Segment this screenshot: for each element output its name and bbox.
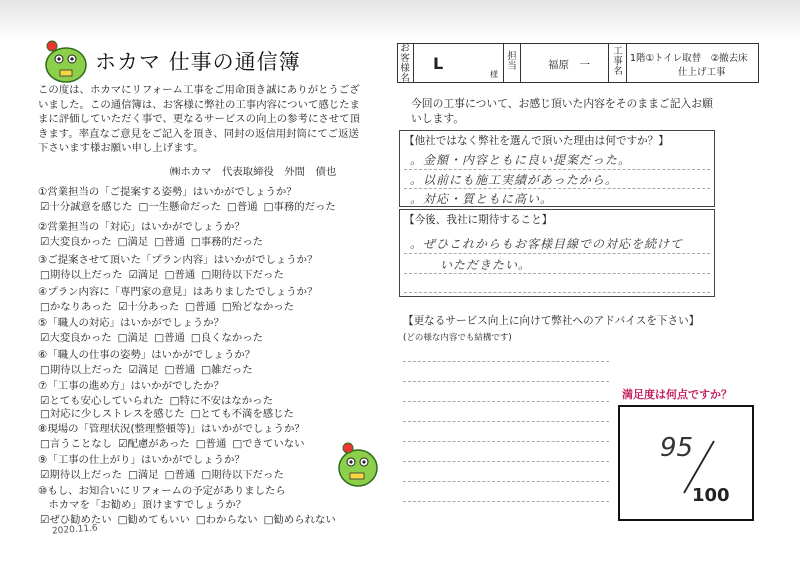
option[interactable]: ☑十分あった bbox=[118, 301, 180, 313]
work-label: 工事名 bbox=[613, 46, 623, 77]
option[interactable]: □普通 bbox=[185, 301, 216, 313]
answer-options-3 bbox=[40, 266, 290, 281]
option[interactable]: □期待以上だった bbox=[40, 364, 123, 376]
option[interactable]: □一生懸命だった bbox=[138, 201, 222, 213]
customer-label: お客様名 bbox=[400, 43, 410, 84]
customer-name[interactable]: L bbox=[433, 54, 444, 73]
option[interactable]: □満足 bbox=[128, 469, 159, 481]
score-value[interactable]: 95 bbox=[660, 433, 694, 463]
question-10-cont: ホカマを「お勧め」頂けますでしょうか？ bbox=[38, 499, 247, 511]
answer-options-9 bbox=[40, 466, 290, 481]
rep-name[interactable]: 福原 一 bbox=[548, 59, 590, 71]
answer-options-1 bbox=[40, 198, 342, 213]
reason-title: 【他社ではなく弊社を選んで頂いた理由は何ですか？】 bbox=[404, 135, 669, 147]
header-table bbox=[397, 43, 759, 83]
question-7: ⑦「工事の進め方」はいかがでしたか？ bbox=[38, 380, 224, 392]
option[interactable]: □かなりあった bbox=[40, 301, 113, 313]
question-4: ④プラン内容に「専門家の意見」はありましたでしょうか？ bbox=[38, 286, 318, 298]
option[interactable]: ☑ぜひ勧めたい bbox=[40, 514, 112, 526]
score-max: 100 bbox=[692, 485, 730, 506]
option[interactable]: ☑満足 bbox=[128, 364, 159, 376]
option[interactable]: □普通 bbox=[164, 269, 196, 281]
option[interactable]: ☑満足 bbox=[128, 269, 159, 281]
option[interactable]: ☑とても安心していられた bbox=[40, 395, 164, 407]
reason-answer-1[interactable]: 。金額・内容ともに良い提案だった。 bbox=[410, 153, 632, 167]
reason-answer-2[interactable]: 。以前にも施工実績があったから。 bbox=[410, 173, 618, 187]
expectation-answer-1[interactable]: 。ぜひこれからもお客様目線での対応を続けて bbox=[410, 237, 684, 251]
score-box bbox=[618, 405, 754, 521]
advice-title: 【更なるサービス向上に向けて弊社へのアドバイスを下さい】 bbox=[403, 315, 700, 327]
option[interactable]: □殆どなかった bbox=[221, 301, 295, 313]
reason-section bbox=[399, 130, 715, 207]
option[interactable]: □満足 bbox=[117, 332, 149, 344]
handwritten-date: 2020.11.6 bbox=[51, 523, 99, 537]
answer-options-5 bbox=[40, 329, 269, 344]
option[interactable]: □勧められない bbox=[263, 514, 336, 526]
option[interactable]: ☑期待以上だった bbox=[40, 469, 123, 481]
option[interactable]: □事務的だった bbox=[263, 201, 336, 213]
question-5: ⑤「職人の対応」はいかがでしょうか？ bbox=[38, 317, 224, 329]
expectation-answer-2[interactable]: いただきたい。 bbox=[440, 258, 532, 272]
work-detail-1[interactable]: 1階①トイレ取替 ②撤去床 bbox=[630, 53, 748, 64]
satisfaction-label: 満足度は何点ですか？ bbox=[622, 388, 732, 401]
question-9: ⑨「工事の仕上がり」はいかがでしょうか？ bbox=[38, 454, 245, 466]
option[interactable]: □良くなかった bbox=[190, 332, 264, 344]
option[interactable]: □できていない bbox=[232, 438, 305, 450]
option[interactable]: □特に不安はなかった bbox=[169, 395, 273, 407]
rep-label: 担当 bbox=[507, 51, 517, 72]
signature: ㈱ホカマ 代表取締役 外間 債也 bbox=[170, 166, 337, 178]
sama-label: 様 bbox=[490, 70, 498, 79]
option[interactable]: □普通 bbox=[164, 469, 196, 481]
option[interactable]: □とても不満を感じた bbox=[190, 408, 294, 420]
expectation-title: 【今後、我社に期待すること】 bbox=[404, 214, 553, 226]
option[interactable]: ☑大変良かった bbox=[40, 332, 112, 344]
answer-options-4 bbox=[40, 298, 300, 313]
mascot-illustration-bottom bbox=[330, 440, 386, 492]
option[interactable]: ☑配慮があった bbox=[118, 438, 190, 450]
question-3: ③ご提案させて頂いた「プラン内容」はいかがでしょうか？ bbox=[38, 254, 318, 266]
option[interactable]: □期待以下だった bbox=[201, 469, 284, 481]
option[interactable]: ☑十分誠意を感じた bbox=[40, 201, 133, 213]
answer-options-7b bbox=[40, 405, 300, 420]
question-2: ②営業担当の「対応」はいかがでしょうか？ bbox=[38, 221, 245, 233]
reason-answer-3[interactable]: 。対応・質ともに高い。 bbox=[410, 192, 554, 206]
option[interactable]: □事務的だった bbox=[190, 236, 264, 248]
option[interactable]: □普通 bbox=[154, 236, 185, 248]
option[interactable]: □普通 bbox=[195, 438, 227, 450]
question-10: ⑩もし、お知合いにリフォームの予定がありましたら bbox=[38, 485, 286, 497]
answer-options-8 bbox=[40, 435, 311, 450]
expectation-section bbox=[399, 209, 715, 297]
question-8: ⑧現場の「管理状況(整理整頓等)」はいかがでしょうか？ bbox=[38, 423, 305, 435]
option[interactable]: □満足 bbox=[117, 236, 149, 248]
intro-text: この度は、ホカマにリフォーム工事をご用命頂き誠にありがとうございました。この通信簿は、お客様に弊社の工事内容について感じたままに評価していただく事で、更なるサービスの向上の参考にさせて頂きます。率直なご意見をご記入を頂き、同封の返信用封筒にてご返送下さいます様お願い申し上げます。 bbox=[38, 84, 360, 154]
answer-options-2 bbox=[40, 233, 269, 248]
option[interactable]: □普通 bbox=[154, 332, 185, 344]
option[interactable]: □勧めてもいい bbox=[117, 514, 190, 526]
option[interactable]: □対応に少しストレスを感じた bbox=[40, 408, 185, 420]
instruction-text: 今回の工事について、お感じ頂いた内容をそのままご記入お願いします。 bbox=[411, 97, 713, 125]
option[interactable]: ☑大変良かった bbox=[40, 236, 112, 248]
option[interactable]: □言うことなし bbox=[40, 438, 113, 450]
question-6: ⑥「職人の仕事の姿勢」はいかがでしょうか？ bbox=[38, 349, 256, 361]
question-1: ①営業担当の「ご提案する姿勢」はいかがでしょうか？ bbox=[38, 186, 297, 198]
page-title: ホカマ 仕事の通信簿 bbox=[95, 50, 301, 74]
answer-options-6 bbox=[40, 361, 259, 376]
option[interactable]: □わからない bbox=[195, 514, 258, 526]
option[interactable]: □期待以下だった bbox=[201, 269, 284, 281]
work-detail-2[interactable]: 仕上げ工事 bbox=[678, 67, 726, 78]
mascot-illustration bbox=[38, 38, 94, 86]
option[interactable]: □期待以上だった bbox=[40, 269, 123, 281]
option[interactable]: □普通 bbox=[164, 364, 196, 376]
option[interactable]: □雑だった bbox=[201, 364, 253, 376]
scan-fold-shadow bbox=[0, 0, 800, 40]
option[interactable]: □普通 bbox=[227, 201, 258, 213]
advice-note: (どの様な内容でも結構です) bbox=[403, 333, 512, 343]
